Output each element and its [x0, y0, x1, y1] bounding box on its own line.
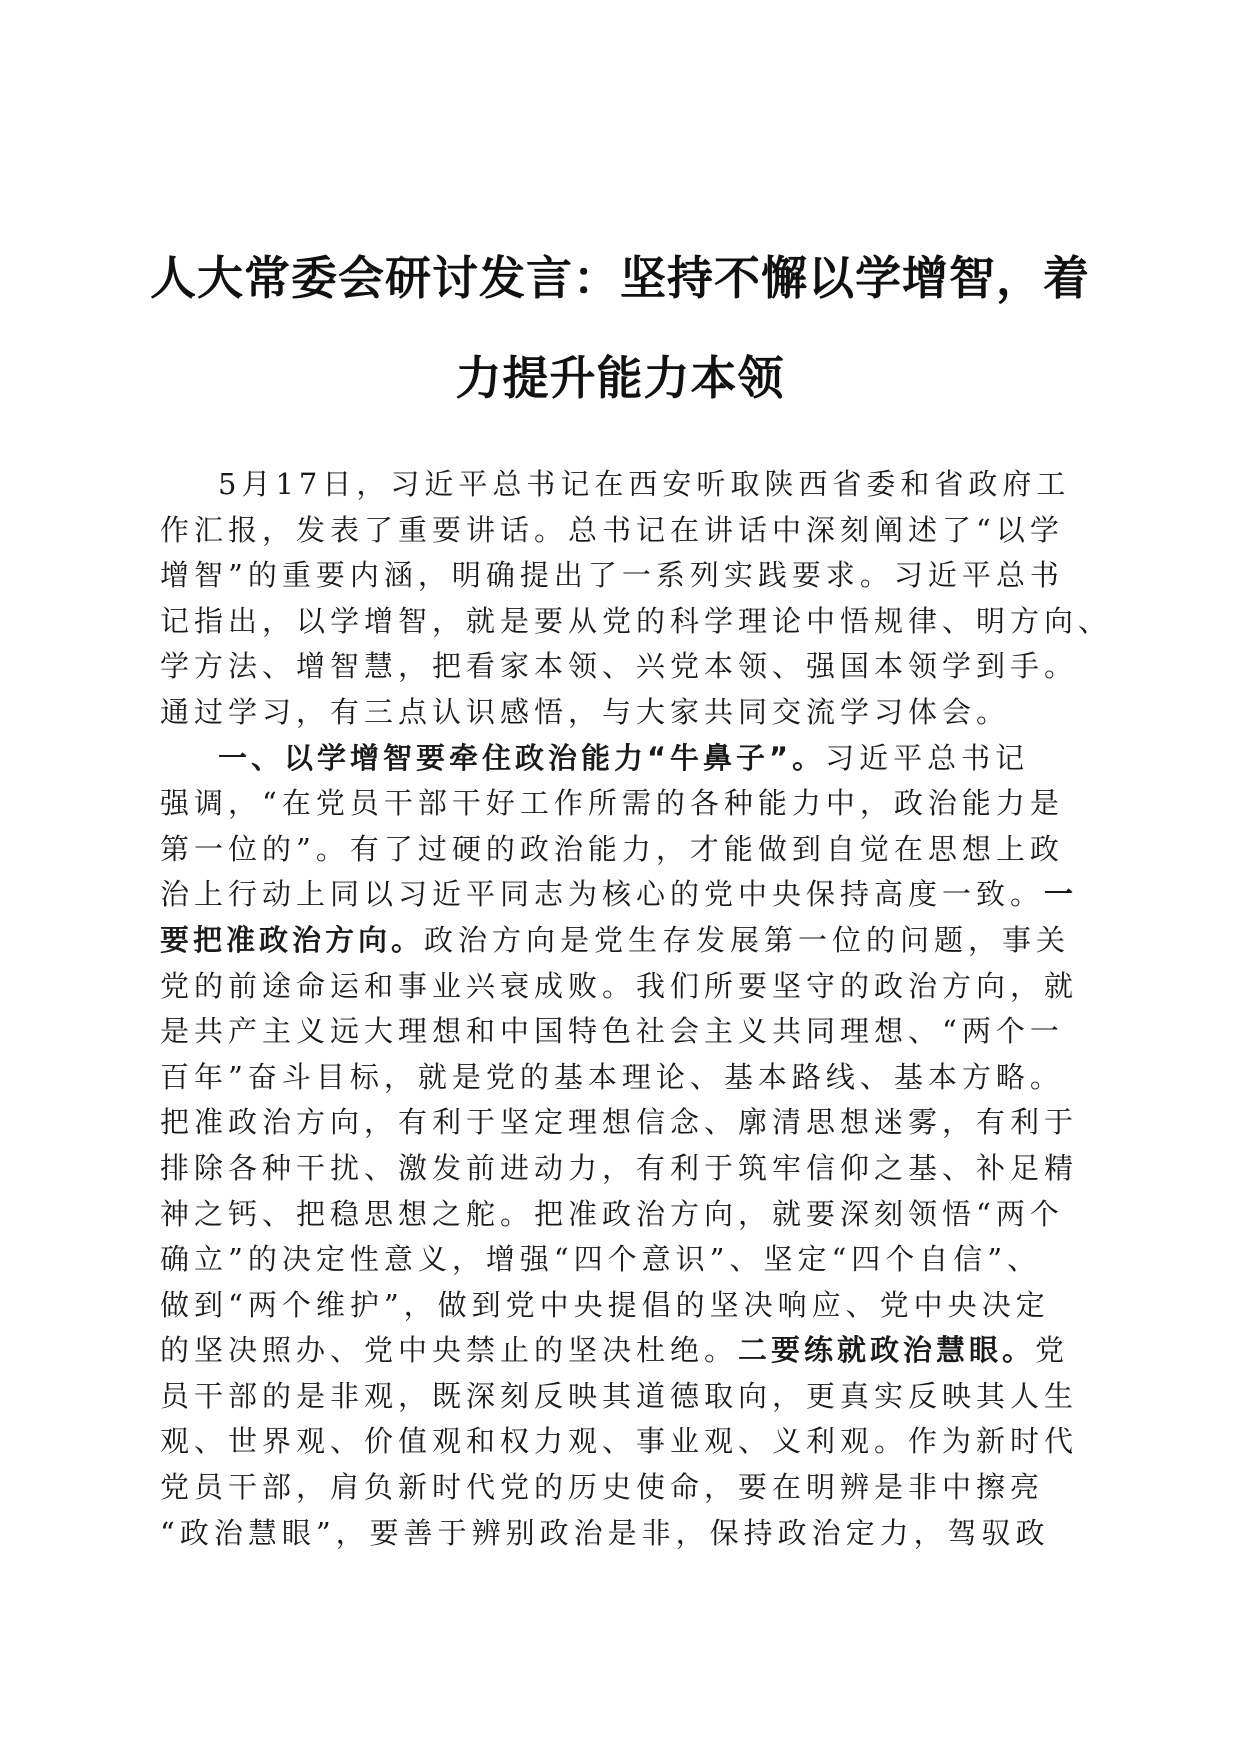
body-line: [160, 872, 1080, 918]
body-line: 把准政治方向，有利于坚定理想信念、廓清思想迷雾，有利于: [160, 1105, 1079, 1140]
body-line: 神之钙、把稳思想之舵。把准政治方向，就要深刻领悟“两个: [160, 1196, 1064, 1231]
body-line: 通过学习，有三点认识感悟，与大家共同交流学习体会。: [160, 694, 1011, 729]
body-line: 强调，“在党员干部干好工作所需的各种能力中，政治能力是: [160, 786, 1064, 821]
body-line: 党的前途命运和事业兴衰成败。我们所要坚守的政治方向，就: [160, 968, 1079, 1003]
document-body: [160, 462, 1113, 1556]
body-line: 5月17日，习近平总书记在西安听取陕西省委和省政府工: [218, 467, 1071, 501]
document-title: [150, 228, 1090, 428]
body-text: 治上行动上同以习近平同志为核心的党中央保持高度一致。: [160, 877, 1045, 912]
body-line: 百年”奋斗目标，就是党的基本理论、基本路线、基本方略。: [160, 1059, 1064, 1094]
body-text: 党: [1035, 1333, 1070, 1368]
body-line: 排除各种干扰、激发前进动力，有利于筑牢信仰之基、补足精: [160, 1150, 1079, 1185]
body-text: 习近平总书记: [825, 740, 1030, 775]
body-text: 政治方向是党生存发展第一位的问题，事关: [424, 922, 1071, 957]
body-line: 第一位的”。有了过硬的政治能力，才能做到自觉在思想上政: [160, 831, 1064, 866]
body-line: 员干部的是非观，既深刻反映其道德取向，更真实反映其人生: [160, 1378, 1079, 1413]
title-line-1: 人大常委会研讨发言：坚持不懈以学增智，着: [150, 251, 1090, 305]
body-line: 党员干部，肩负新时代党的历史使命，要在明辨是非中擦亮: [160, 1470, 1045, 1505]
point-two-heading: 二要练就政治慧眼。: [738, 1333, 1036, 1368]
body-line: 学方法、增智慧，把看家本领、兴党本领、强国本领学到手。: [160, 649, 1079, 684]
body-line: “政治慧眼”，要善于辨别政治是非，保持政治定力，驾驭政: [160, 1515, 1050, 1550]
body-line: 确立”的决定性意义，增强“四个意识”、坚定“四个自信”、: [160, 1242, 1042, 1277]
body-line: 记指出，以学增智，就是要从党的科学理论中悟规律、明方向、: [160, 603, 1113, 638]
body-line: 增智”的重要内涵，明确提出了一系列实践要求。习近平总书: [160, 558, 1064, 593]
body-line: 做到“两个维护”，做到党中央提倡的坚决响应、党中央决定: [160, 1287, 1050, 1322]
title-line-2: 力提升能力本领: [455, 351, 785, 405]
section-one-first-line: [160, 736, 1080, 782]
point-one-heading-start: 一: [1044, 877, 1078, 912]
section-one-heading: 一、以学增智要牵住政治能力“牛鼻子”。: [218, 740, 826, 775]
point-one-heading: 要把准政治方向。: [160, 922, 425, 957]
body-text: 的坚决照办、党中央禁止的坚决杜绝。: [160, 1333, 739, 1368]
body-line: 是共产主义远大理想和中国特色社会主义共同理想、“两个一: [160, 1014, 1064, 1049]
body-line: 观、世界观、价值观和权力观、事业观、义利观。作为新时代: [160, 1424, 1079, 1459]
body-line: 作汇报，发表了重要讲话。总书记在讲话中深刻阐述了“以学: [160, 512, 1064, 547]
body-line: [160, 918, 1080, 964]
body-line: [160, 1328, 1080, 1374]
